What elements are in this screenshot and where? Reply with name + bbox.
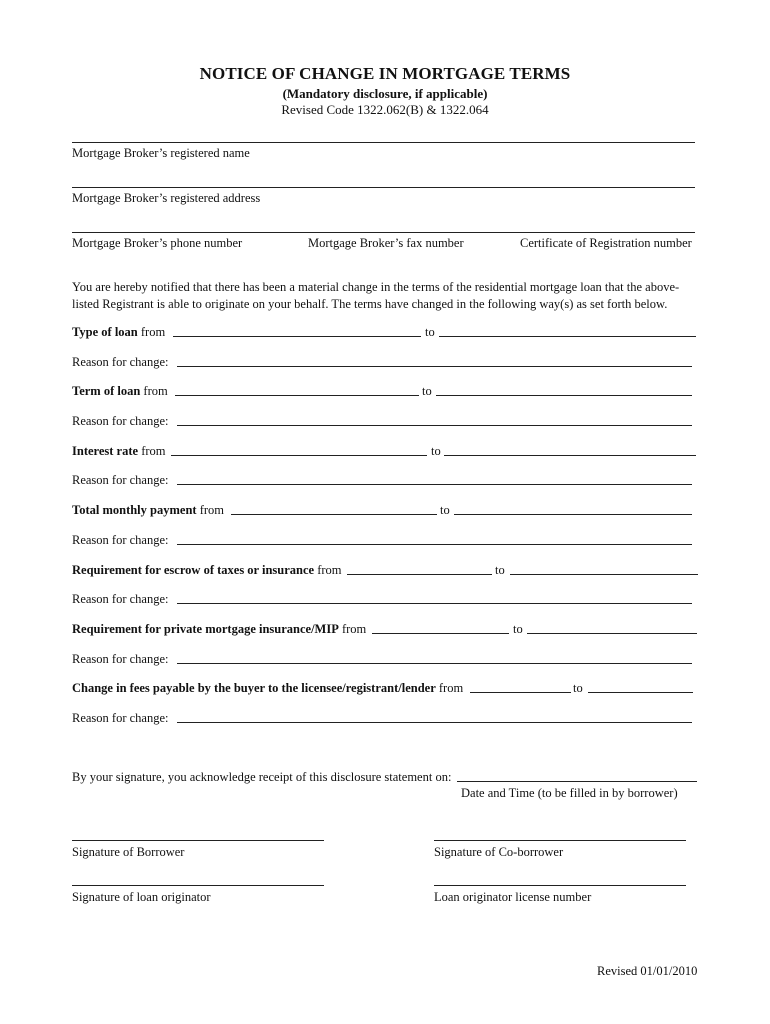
- date-time-label: Date and Time (to be filled in by borrower): [461, 786, 678, 800]
- interest-rate-reason-field[interactable]: [177, 484, 692, 485]
- escrow-reason-field[interactable]: [177, 603, 692, 604]
- broker-phone-label: Mortgage Broker’s phone number: [72, 236, 243, 250]
- term-of-loan-to-field[interactable]: [436, 395, 692, 396]
- reason-label: Reason for change:: [72, 473, 169, 487]
- date-time-field[interactable]: [457, 781, 697, 782]
- license-number-label: Loan originator license number: [434, 890, 592, 904]
- from-label: from: [317, 563, 342, 577]
- fees-from-field[interactable]: [470, 692, 571, 693]
- type-of-loan-from-field[interactable]: [173, 336, 421, 337]
- notice-paragraph: You are hereby notified that there has been a material change in the terms of the residential mortgage loan that the above-listed Registrant is able to originate on your behalf. The terms have changed in the following way(s) as set forth below.: [72, 280, 680, 311]
- reason-label: Reason for change:: [72, 414, 169, 428]
- monthly-payment-to-field[interactable]: [454, 514, 692, 515]
- interest-rate-from-field[interactable]: [171, 455, 427, 456]
- monthly-payment-reason-field[interactable]: [177, 544, 692, 545]
- change-label: Interest rate: [72, 444, 139, 458]
- change-row-escrow: [72, 563, 342, 578]
- broker-address-label: Mortgage Broker’s registered address: [72, 191, 261, 205]
- reason-label: Reason for change:: [72, 652, 169, 666]
- escrow-to-field[interactable]: [510, 574, 698, 575]
- revised-code: Revised Code 1322.062(B) & 1322.064: [281, 102, 489, 117]
- from-label: from: [341, 622, 367, 636]
- to-label: to: [495, 563, 505, 577]
- change-label: Type of loan: [72, 325, 138, 339]
- license-number-line[interactable]: [434, 885, 686, 886]
- broker-name-label: Mortgage Broker’s registered name: [72, 146, 250, 160]
- originator-signature-label: Signature of loan originator: [72, 890, 211, 904]
- coborrower-signature-line[interactable]: [434, 840, 686, 841]
- reason-label: Reason for change:: [72, 533, 169, 547]
- term-of-loan-from-field[interactable]: [175, 395, 419, 396]
- change-row-interest-rate: [72, 444, 166, 459]
- to-label: to: [440, 503, 450, 517]
- broker-fax-label: Mortgage Broker’s fax number: [308, 236, 464, 250]
- broker-address-line[interactable]: [72, 187, 695, 188]
- reason-label: Reason for change:: [72, 711, 169, 725]
- revised-date: Revised 01/01/2010: [597, 964, 698, 978]
- to-label: to: [431, 444, 441, 458]
- from-label: from: [141, 444, 166, 458]
- change-label: Requirement for escrow of taxes or insurance: [72, 563, 315, 577]
- type-of-loan-to-field[interactable]: [439, 336, 696, 337]
- change-row-type-of-loan: [72, 325, 165, 340]
- pmi-to-field[interactable]: [527, 633, 697, 634]
- to-label: to: [513, 622, 523, 636]
- term-of-loan-reason-field[interactable]: [177, 425, 692, 426]
- originator-signature-line[interactable]: [72, 885, 324, 886]
- to-label: to: [573, 681, 583, 695]
- coborrower-signature-label: Signature of Co-borrower: [434, 845, 564, 859]
- broker-name-line[interactable]: [72, 142, 695, 143]
- from-label: from: [438, 681, 464, 695]
- change-label: Change in fees payable by the buyer to the licensee/registrant/lender: [72, 681, 436, 695]
- fees-reason-field[interactable]: [177, 722, 692, 723]
- from-label: from: [199, 503, 224, 517]
- monthly-payment-from-field[interactable]: [231, 514, 437, 515]
- form-subtitle: (Mandatory disclosure, if applicable): [282, 86, 488, 101]
- to-label: to: [422, 384, 432, 398]
- escrow-from-field[interactable]: [347, 574, 492, 575]
- borrower-signature-label: Signature of Borrower: [72, 845, 185, 859]
- from-label: from: [143, 384, 168, 398]
- change-label: Total monthly payment: [72, 503, 197, 517]
- change-row-total-monthly-payment: [72, 503, 224, 518]
- type-of-loan-reason-field[interactable]: [177, 366, 692, 367]
- change-label: Term of loan: [72, 384, 141, 398]
- reason-label: Reason for change:: [72, 355, 169, 369]
- acknowledge-text: By your signature, you acknowledge receipt of this disclosure statement on:: [72, 770, 452, 784]
- broker-cert-label: Certificate of Registration number: [520, 236, 692, 250]
- interest-rate-to-field[interactable]: [444, 455, 696, 456]
- broker-contact-line[interactable]: [72, 232, 695, 233]
- change-label: Requirement for private mortgage insurance/MIP: [72, 622, 339, 636]
- to-label: to: [425, 325, 435, 339]
- from-label: from: [140, 325, 166, 339]
- pmi-from-field[interactable]: [372, 633, 509, 634]
- reason-label: Reason for change:: [72, 592, 169, 606]
- pmi-reason-field[interactable]: [177, 663, 692, 664]
- change-row-fees: [72, 681, 463, 696]
- change-row-pmi: [72, 622, 366, 637]
- form-title: NOTICE OF CHANGE IN MORTGAGE TERMS: [199, 64, 571, 83]
- fees-to-field[interactable]: [588, 692, 693, 693]
- change-row-term-of-loan: [72, 384, 168, 399]
- borrower-signature-line[interactable]: [72, 840, 324, 841]
